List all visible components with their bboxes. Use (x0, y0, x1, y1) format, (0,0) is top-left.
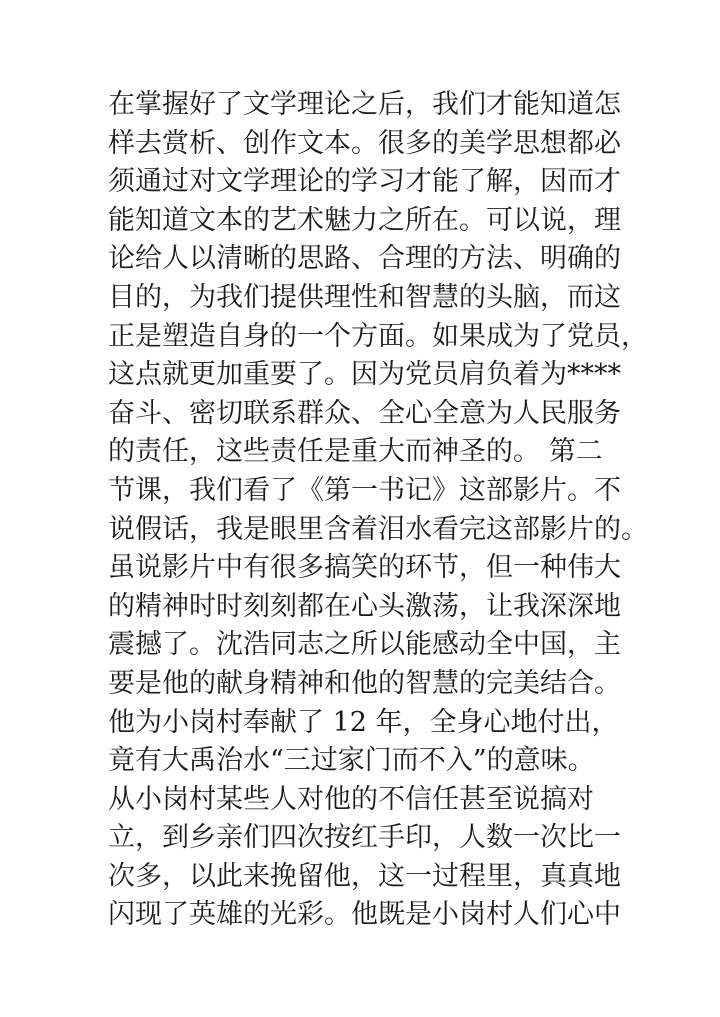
text-line: 目的，为我们提供理性和智慧的头脑，而这 (108, 281, 621, 313)
text-line: 从小岗村某些人对他的不信任甚至说搞对 (108, 783, 594, 815)
body-text (108, 86, 648, 935)
text-line: 正是塑造自身的一个方面。如果成为了党员， (108, 320, 648, 352)
text-line: 次多，以此来挽留他，这一过程里，真真地 (108, 860, 621, 892)
text-line: 的精神时时刻刻都在心头激荡，让我深深地 (108, 590, 621, 622)
text-line: 要是他的献身精神和他的智慧的完美结合。 (108, 667, 621, 699)
text-line: 他为小岗村奉献了 12 年，全身心地付出， (108, 706, 619, 738)
text-line: 论给人以清晰的思路、合理的方法、明确的 (108, 243, 621, 275)
text-line: 立，到乡亲们四次按红手印，人数一次比一 (108, 822, 621, 854)
text-line: 竟有大禹治水“三过家门而不入”的意味。 (108, 745, 595, 777)
text-line: 虽说影片中有很多搞笑的环节，但一种伟大 (108, 552, 621, 584)
text-line: 奋斗、密切联系群众、全心全意为人民服务 (108, 397, 621, 429)
text-line: 节课，我们看了《第一书记》这部影片。不 (108, 474, 621, 506)
text-line: 震撼了。沈浩同志之所以能感动全中国，主 (108, 629, 621, 661)
text-line: 这点就更加重要了。因为党员肩负着为**** (108, 359, 621, 391)
text-line: 的责任，这些责任是重大而神圣的。 第二 (108, 436, 603, 468)
text-line: 说假话，我是眼里含着泪水看完这部影片的。 (108, 513, 648, 545)
text-line: 在掌握好了文学理论之后，我们才能知道怎 (108, 89, 621, 120)
text-line: 样去赏析、创作文本。很多的美学思想都必 (108, 127, 621, 159)
text-line: 能知道文本的艺术魅力之所在。可以说，理 (108, 204, 621, 236)
text-line: 闪现了英雄的光彩。他既是小岗村人们心中 (108, 899, 621, 931)
text-line: 须通过对文学理论的学习才能了解，因而才 (108, 166, 621, 198)
